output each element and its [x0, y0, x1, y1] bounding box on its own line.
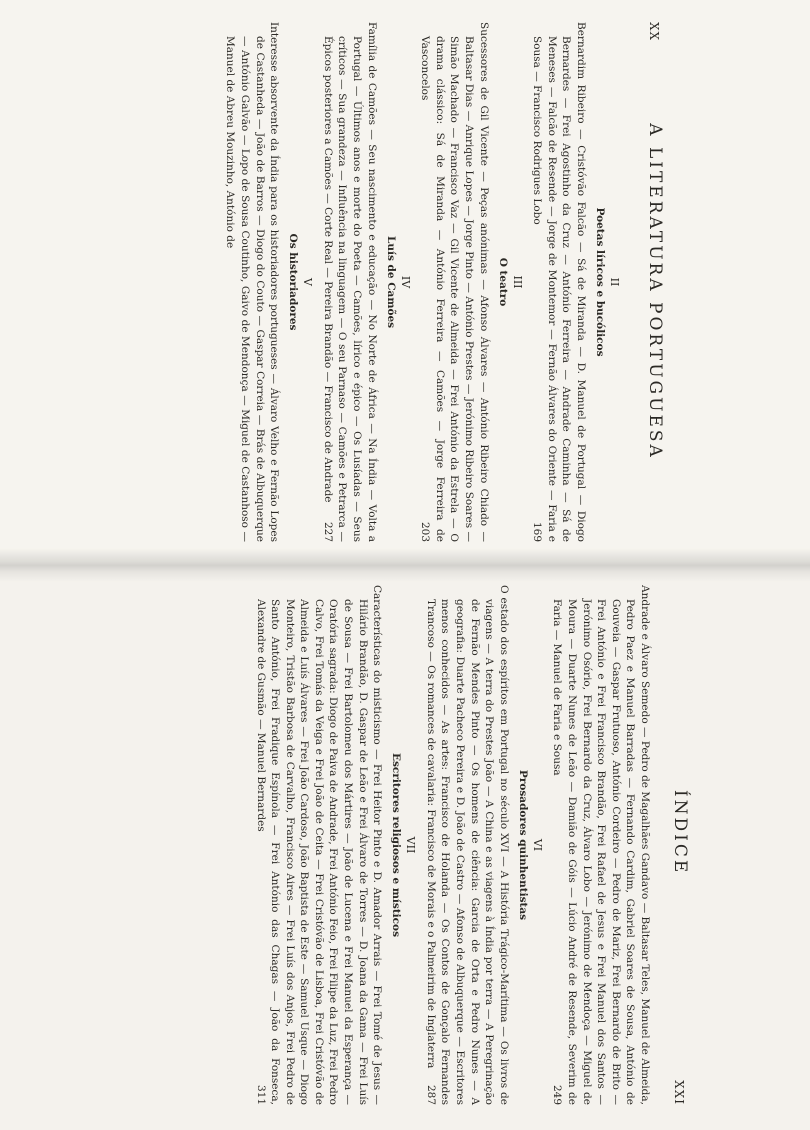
toc-entry: [223, 22, 281, 542]
toc-page-number: 249: [551, 1084, 564, 1105]
toc-entry: [550, 585, 652, 1105]
section-number: III: [510, 275, 524, 289]
section: [423, 585, 544, 1105]
section-title: Luís de Camões: [384, 235, 397, 329]
page-number-header: XXI: [672, 1080, 686, 1105]
toc-entry-text: Andrade e Álvaro Semedo — Pedro de Magalhães Gandavo — Baltasar Teles, Manuel de Almeida, Pedro Paez e Manuel Barradas — Fernando Cardim, Gabriel Soares de Sousa, António de Gouveia — Gaspar Frutuoso, António Cordeiro — Pedro de Mariz, Frei Bernardo de Brito — Frei António e Frei Francisco Brandão, Frei Rafael de Jesus e Frei Manuel dos Santos — Jerónimo Osório, Frei Bernardo da Cruz, Álvaro Lobo — Jerónimo de Mendoça — Miguel de Moura — Duarte Nunes de Leão — Damião de Góis — Lúcio André de Resende, Severim de Faria — Manuel de Faria e Sousa: [551, 585, 651, 1105]
section: [418, 22, 524, 542]
toc-entry: [418, 22, 491, 542]
section-title: Os historiadores: [287, 233, 300, 331]
section-title: Poetas líricos e bucólicos: [594, 207, 606, 357]
section-number: IV: [398, 275, 412, 289]
section-number: II: [608, 277, 621, 287]
section-title: Escritores religiosos e místicos: [390, 753, 403, 937]
left-page-body: [95, 22, 665, 542]
section: [253, 585, 417, 1105]
page-number-header: XX: [647, 22, 661, 42]
toc-page-number: 203: [419, 521, 432, 542]
toc-entry: [423, 585, 511, 1105]
toc-entry: [253, 585, 384, 1105]
section-number: VI: [530, 838, 544, 852]
toc-entry-text: Bernardim Ribeiro — Cristóvão Falcão — Sá de Miranda — D. Manuel de Portugal — Diogo Bernardes — Frei Agostinho da Cruz — António Ferreira — Andrade Caminha — Sá de Meneses — Falcão de Resende — Jorge de Montemor — Fernão Álvares do Oriente — Faria e Sousa — Francisco Rodrigues Lobo: [531, 22, 587, 542]
section-title: O teatro: [496, 257, 509, 307]
toc-page-number: 169: [531, 521, 544, 542]
toc-entry-text: O estado dos espíritos em Portugal no século XVI — A História Trágico-Marítima — Os livros de viagens — A terra do Prestes João — A China e as viagens à Índia por terra — A Peregrinação de Fernão Mendes Pinto — Os homens de ciência: Garcia de Orta e Pedro Nunes — A geografia: Duarte Pacheco Pereira e D. João de Castro — Afonso de Albuquerque — Escritores menos conhecidos — As artes: Francisco de Holanda — Os Contos de Gonçalo Fernandes Trancoso — Os romances de cavalaria: Francisco de Morais e o Palmeirim de Inglaterra: [424, 585, 510, 1105]
running-header: [652, 585, 690, 1105]
section: [530, 22, 621, 542]
right-page: [0, 565, 810, 1130]
running-header: [627, 22, 665, 542]
toc-entry-text: Características do misticismo — Frei Heitor Pinto e D. Amador Arrais — Frei Tomé de Jesus — Hilário Brandão, D. Gaspar de Leão e Frei Álvaro de Torres — D. Joana da Gama — Frei Luís de Sousa — Frei Bartolomeu dos Mártires — João de Lucena e Frei Manuel da Esperança — Oratória sagrada: Diogo de Paiva de Andrade, Frei António Feio, Frei Filipe da Luz, Frei Pedro Calvo, Frei Tomás da Veiga e Frei João de Ceita — Frei Cristóvão de Lisboa, Frei Cristóvão de Almeida e Luís Álvares — Frei João Cardoso, João Baptista de Este — Samuel Usque — Diogo Monteiro, Tristão Barbosa de Carvalho, Francisco Aires — Frei Luís dos Anjos, Frei Pedro de Santo António, Frei Fradique Espínola — Frei António das Chagas — João da Fonseca, Alexandre de Gusmão — Manuel Bernardes: [254, 585, 384, 1105]
right-page-body: [120, 585, 690, 1105]
toc-entry-text: Família de Camões — Seu nascimento e educação — No Norte de África — Na Índia — Volta a Portugal — Últimos anos e morte do Poeta — Camões, lírico e épico — Os Lusíadas — Seus críticos — Sua grandeza — Influência na linguagem — O seu Parnaso — Camões e Petrarca — Épicos posteriores a Camões — Corte Real — Pereira Brandão — Francisco de Andrade: [321, 22, 378, 542]
index-title: ÍNDICE: [670, 789, 690, 876]
book-gutter: [0, 548, 810, 582]
toc-page-number: 287: [424, 1084, 437, 1105]
toc-page-number: 311: [254, 1084, 267, 1105]
toc-page-number: 227: [321, 521, 334, 542]
section-number: V: [301, 278, 315, 286]
toc-entry-text: Sucessores de Gil Vicente — Peças anónimas — Afonso Álvares — António Ribeiro Chiado — Baltasar Dias — Anrique Lopes — Jorge Pinto — António Prestes — Jerónimo Ribeiro Soares — Simão Machado — Francisco Vaz — Gil Vicente de Almeida — Frei António da Estrela — O drama clássico: Sá de Miranda — António Ferreira — Camões — Jorge Ferreira de Vasconcelos: [419, 22, 490, 542]
section: [223, 22, 314, 542]
toc-entry: [320, 22, 378, 542]
toc-entry-text: Interesse absorvente da Índia para os historiadores portugueses — Álvaro Velho e Fernão Lopes de Castanheda — João de Barros — Diogo do Couto — Gaspar Correia — Brás de Albuquerque — António Galvão — Lopo de Sousa Coutinho, Gaivo de Mendonça — Miguel de Castanhoso — Manuel de Abreu Mouzinho, António de: [224, 22, 281, 542]
section-number: VII: [404, 836, 418, 854]
toc-entry: [530, 22, 588, 542]
section-title: Prosadores quinhentistas: [516, 769, 529, 921]
section: [320, 22, 411, 542]
book-title: A LITERATURA PORTUGUESA: [645, 123, 665, 460]
section: [550, 585, 652, 1105]
